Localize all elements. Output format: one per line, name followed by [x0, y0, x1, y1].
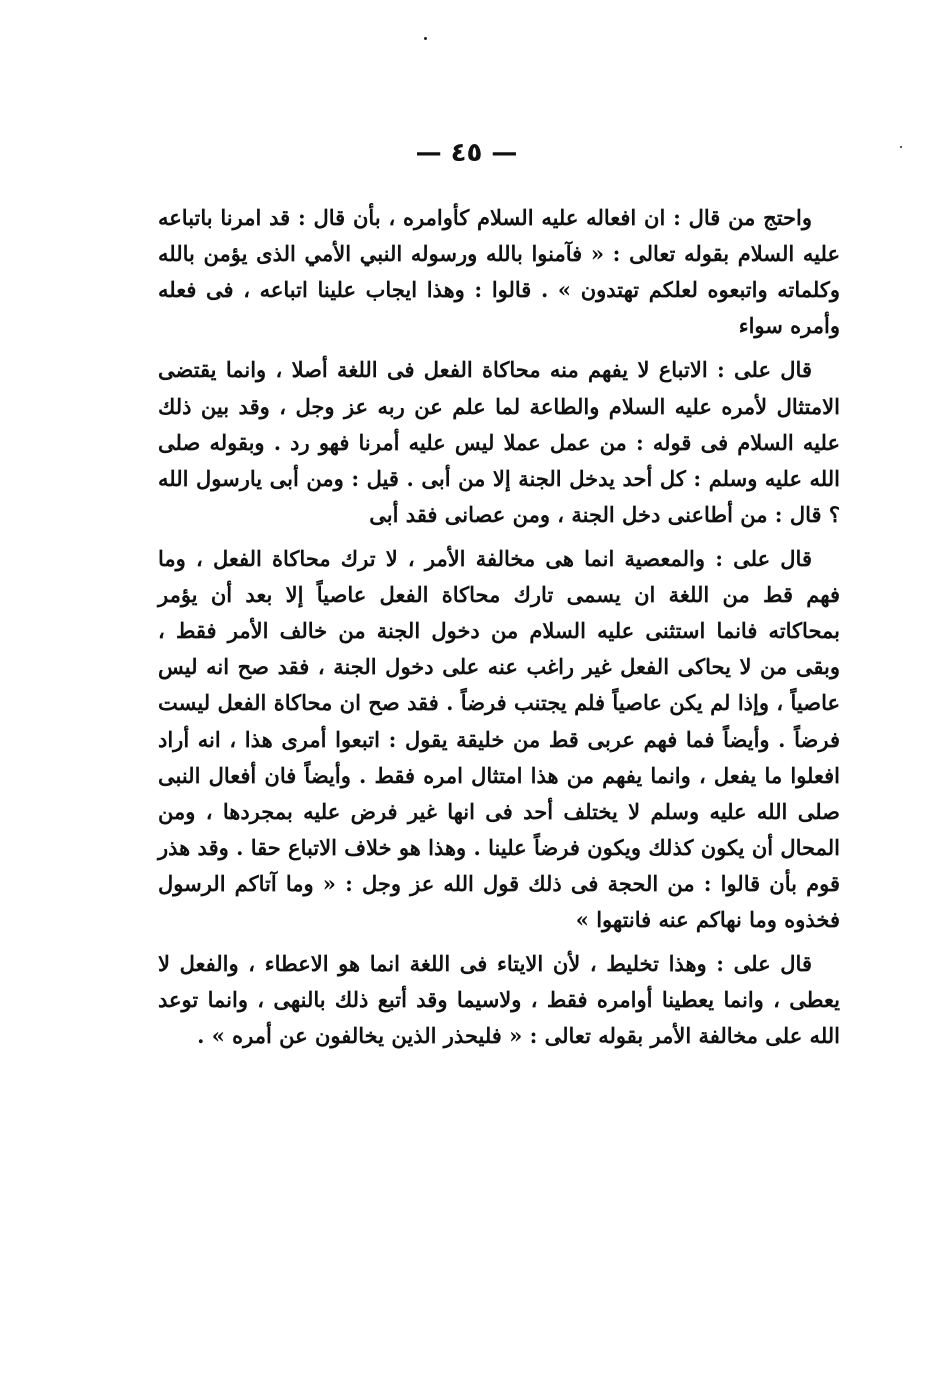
page-number: — ٤٥ —: [415, 138, 518, 168]
paragraph: قال على : والمعصية انما هى مخالفة الأمر ، لا ترك محاكاة الفعل ، وما فهم قط من اللغة ان يسمى تارك محاكاة الفعل عاصياً إلا بعد أن يؤمر بمحاكاته فانما استثنى عليه السلام من دخول الجنة من خالف الأمر فقط ، وبقى من لا يحاكى الفعل غير راغب عنه على دخول الجنة ، فقد صح انه ليس عاصياً ، وإذا لم يكن عاصياً فلم يجتنب فرضاً . فقد صح ان محاكاة الفعل ليست فرضاً . وأيضاً فما فهم عربى قط من خليقة يقول : اتبعوا أمرى هذا ، انه أراد افعلوا ما يفعل ، وانما يفهم من هذا امتثال امره فقط . وأيضاً فان أفعال النبى صلى الله عليه وسلم لا يختلف أحد فى انها غير فرض عليه بمجردها ، ومن المحال أن يكون كذلك ويكون فرضاً علينا . وهذا هو خلاف الاتباع حقا . وقد هذر قوم بأن قالوا : من الحجة فى ذلك قول الله عز وجل : « وما آتاكم الرسول فخذوه وما نهاكم عنه فانتهوا »: [158, 545, 840, 933]
paragraph: قال على : الاتباع لا يفهم منه محاكاة الفعل فى اللغة أصلا ، وانما يقتضى الامتثال لأمره عليه السلام والطاعة لما علم عن ربه عز وجل ، وقد بين ذلك عليه السلام فى قوله : من عمل عملا ليس عليه أمرنا فهو رد . وبقوله صلى الله عليه وسلم : كل أحد يدخل الجنة إلا من أبى . قيل : ومن أبى يارسول الله ؟ قال : من أطاعنى دخل الجنة ، ومن عصانى فقد أبى: [158, 357, 840, 527]
body-text: [158, 200, 840, 1063]
paragraph: قال على : وهذا تخليط ، لأن الايتاء فى اللغة انما هو الاعطاء ، والفعل لا يعطى ، وانما يعطينا أوامره فقط ، ولاسيما وقد أتبع ذلك بالنهى ، وانما توعد الله على مخالفة الأمر بقوله تعالى : « فليحذر الذين يخالفون عن أمره » .: [158, 951, 840, 1049]
paragraph: واحتج من قال : ان افعاله عليه السلام كأوامره ، بأن قال : قد امرنا باتباعه عليه السلام بقوله تعالى : « فآمنوا بالله ورسوله النبي الأمي الذى يؤمن بالله وكلماته واتبعوه لعلكم تهتدون » . قالوا : وهذا ايجاب علينا اتباعه ، فى فعله وأمره سواء: [158, 205, 840, 339]
ink-speck: [424, 37, 427, 40]
